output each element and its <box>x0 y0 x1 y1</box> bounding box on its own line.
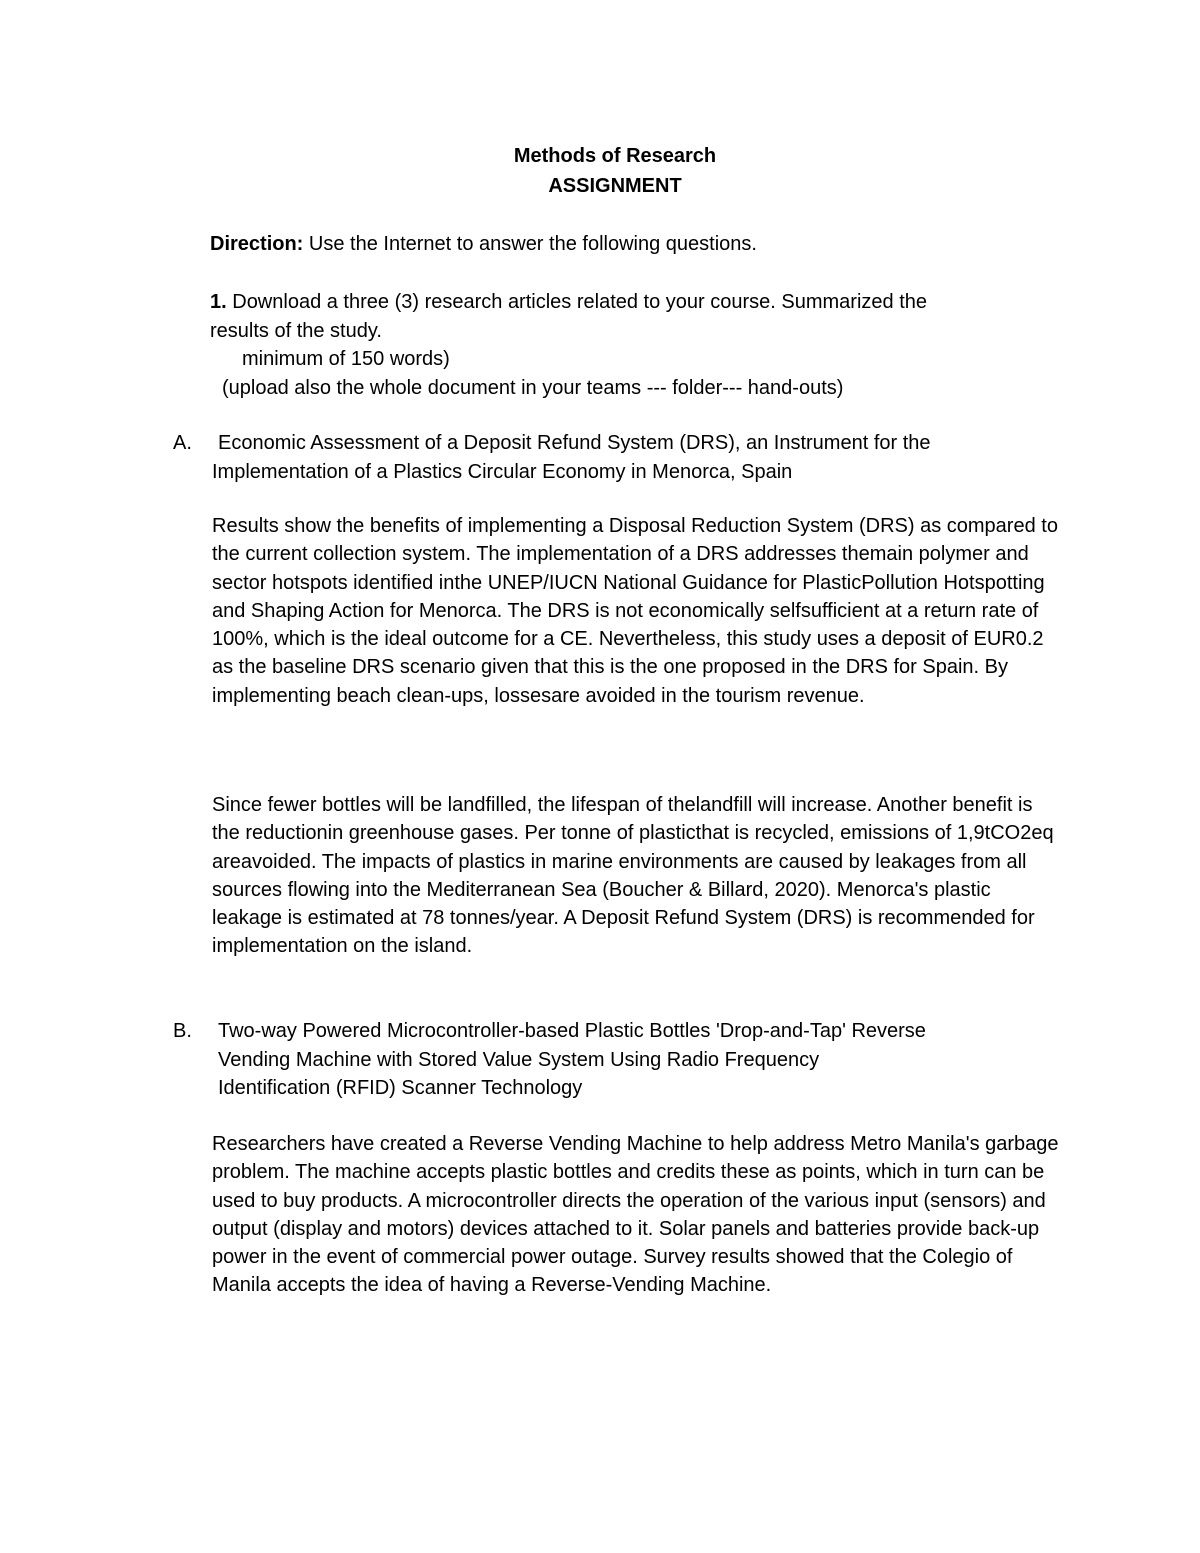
question-1-line-2: results of the study. <box>210 320 382 342</box>
item-a-title-line-2: Implementation of a Plastics Circular Economy in Menorca, Spain <box>212 461 793 483</box>
item-b-marker: B. <box>173 1020 192 1042</box>
direction-line <box>210 230 757 258</box>
document-title: Methods of Research <box>513 145 717 167</box>
item-a-title-line-1: Economic Assessment of a Deposit Refund System (DRS), an Instrument for the <box>218 432 931 454</box>
document-subtitle: ASSIGNMENT <box>548 175 682 197</box>
item-b-paragraph-1: Researchers have created a Reverse Vending Machine to help address Metro Manila's garbage problem. The machine accepts plastic bottles and credits these as points, which in turn can be used to buy products. A microcontroller directs the operation of the various input (sensors) and output (display and motors) devices attached to it. Solar panels and batteries provide back-up power in the event of commercial power outage. Survey results showed that the Colegio of Manila accepts the idea of having a Reverse-Vending Machine. <box>212 1133 1059 1297</box>
item-a-marker: A. <box>173 432 192 454</box>
direction-label: Direction: <box>210 233 304 255</box>
item-b-title-line-1: Two-way Powered Microcontroller-based Plastic Bottles 'Drop-and-Tap' Reverse <box>218 1020 926 1042</box>
item-a-paragraph-1: Results show the benefits of implementing a Disposal Reduction System (DRS) as compared to the current collection system. The implementation of a DRS addresses themain polymer and sector hotspots identified inthe UNEP/IUCN National Guidance for PlasticPollution Hotspotting and Shaping Action for Menorca. The DRS is not economically selfsufficient at a return rate of 100%, which is the ideal outcome for a CE. Nevertheless, this study uses a deposit of EUR0.2 as the baseline DRS scenario given that this is the one proposed in the DRS for Spain. By implementing beach clean-ups, lossesare avoided in the tourism revenue. <box>212 515 1058 707</box>
question-1-line-3: minimum of 150 words) <box>242 348 450 370</box>
item-a-paragraph-2: Since fewer bottles will be landfilled, the lifespan of thelandfill will increase. Another benefit is the reductionin greenhouse gases. Per tonne of plasticthat is recycled, emissions of 1,9tCO2eq areavoided. The impacts of plastics in marine environments are caused by leakages from all sources flowing into the Mediterranean Sea (Boucher & Billard, 2020). Menorca's plastic leakage is estimated at 78 tonnes/year. A Deposit Refund System (DRS) is recommended for implementation on the island. <box>212 794 1054 958</box>
question-1-number: 1. <box>210 291 227 313</box>
item-b-title-line-2: Vending Machine with Stored Value System Using Radio Frequency <box>218 1049 820 1071</box>
question-1-text: Download a three (3) research articles related to your course. Summarized the <box>226 291 928 313</box>
direction-text: Use the Internet to answer the following questions. <box>303 233 757 255</box>
question-1-line-4: (upload also the whole document in your teams --- folder--- hand-outs) <box>222 377 844 399</box>
question-1-line-1 <box>210 288 927 316</box>
item-b-title-line-3: Identification (RFID) Scanner Technology <box>218 1077 583 1099</box>
